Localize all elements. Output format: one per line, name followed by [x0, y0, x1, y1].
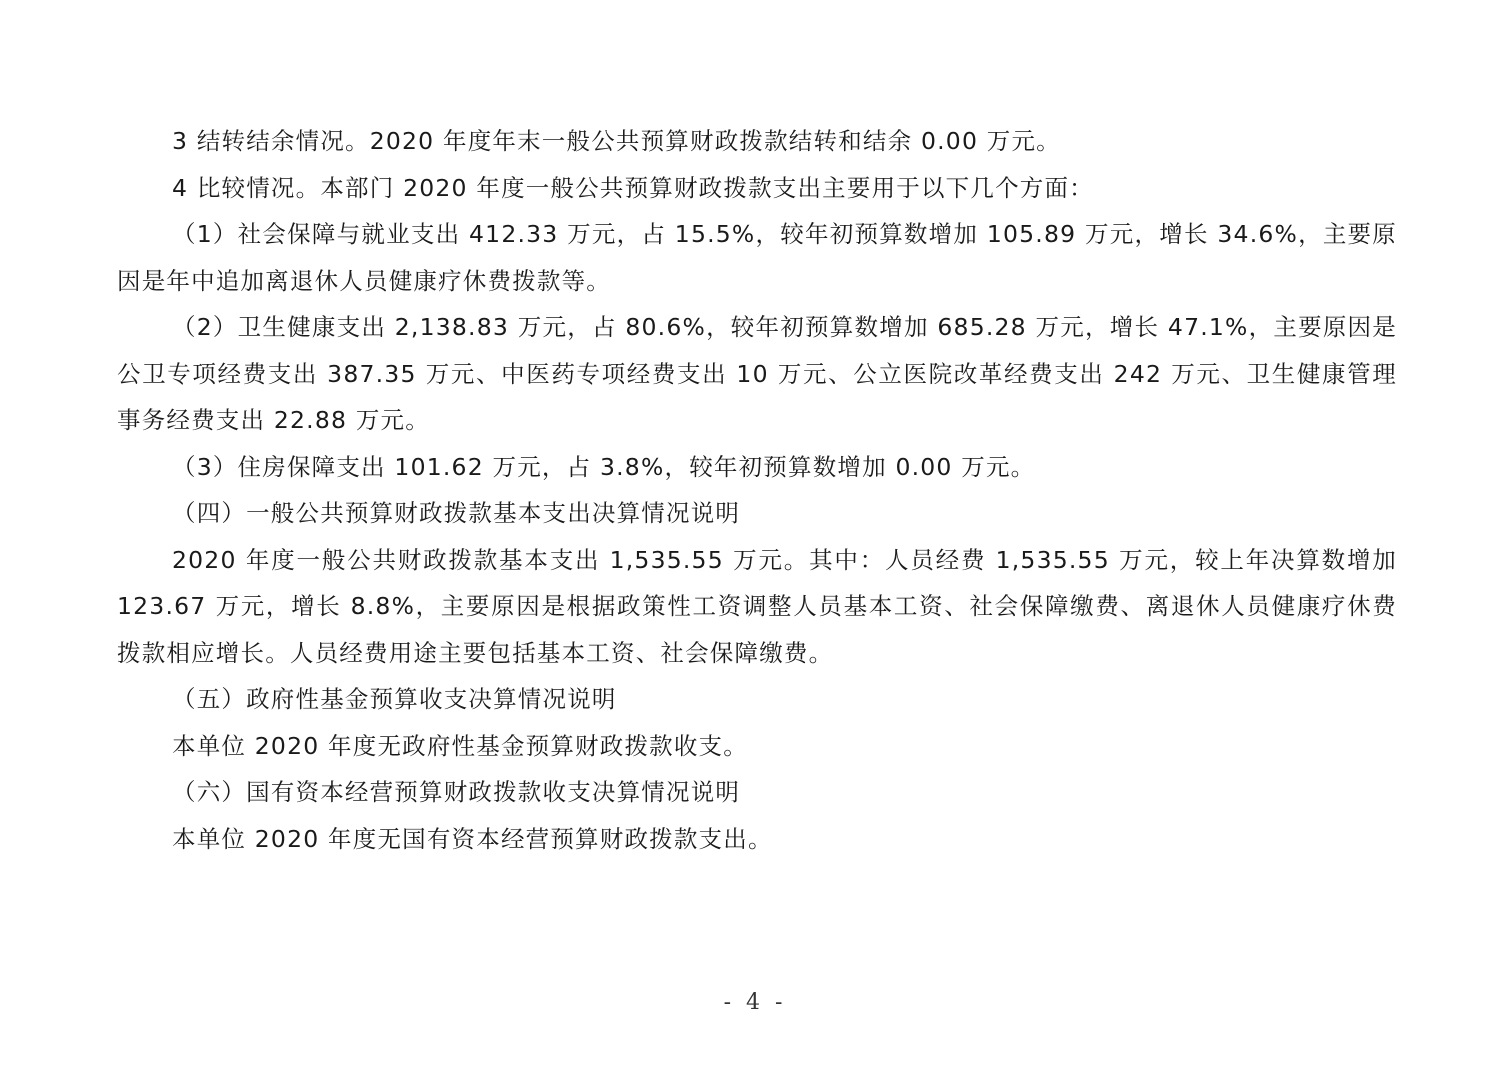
- paragraph-government-fund: 本单位 2020 年度无政府性基金预算财政拨款收支。: [172, 731, 748, 760]
- document-body: [117, 118, 1397, 862]
- paragraph-comparison-intro: 4 比较情况。本部门 2020 年度一般公共预算财政拨款支出主要用于以下几个方面：: [172, 173, 1094, 202]
- paragraph-housing: （3）住房保障支出 101.62 万元，占 3.8%，较年初预算数增加 0.00 万元。: [172, 452, 1036, 481]
- page-number: - 4 -: [723, 990, 787, 1015]
- section-heading-basic-expenditure: （四）一般公共预算财政拨款基本支出决算情况说明: [172, 499, 741, 527]
- section-heading-government-fund: （五）政府性基金预算收支决算情况说明: [172, 685, 617, 713]
- paragraph-state-capital: 本单位 2020 年度无国有资本经营预算财政拨款支出。: [172, 824, 773, 853]
- paragraph-health: （2）卫生健康支出 2,138.83 万元，占 80.6%，较年初预算数增加 685.28 万元，增长 47.1%，主要原因是公卫专项经费支出 387.35 万元、中医药专项经费支出 10 万元、公立医院改革经费支出 242 万元、卫生健康管理事务经费支出 22.88 万元。: [117, 313, 1397, 434]
- paragraph-carryover-balance: 3 结转结余情况。2020 年度年末一般公共预算财政拨款结转和结余 0.00 万元。: [172, 127, 1061, 155]
- paragraph-social-security: （1）社会保障与就业支出 412.33 万元，占 15.5%，较年初预算数增加 105.89 万元，增长 34.6%，主要原因是年中追加离退休人员健康疗休费拨款等。: [117, 220, 1397, 295]
- paragraph-basic-expenditure: 2020 年度一般公共财政拨款基本支出 1,535.55 万元。其中：人员经费 1,535.55 万元，较上年决算数增加 123.67 万元，增长 8.8%，主要原因是根据政策性工资调整人员基本工资、社会保障缴费、离退休人员健康疗休费拨款相应增长。人员经费用途主要包括基本工资、社会保障缴费。: [117, 545, 1397, 667]
- section-heading-state-capital: （六）国有资本经营预算财政拨款收支决算情况说明: [172, 778, 741, 806]
